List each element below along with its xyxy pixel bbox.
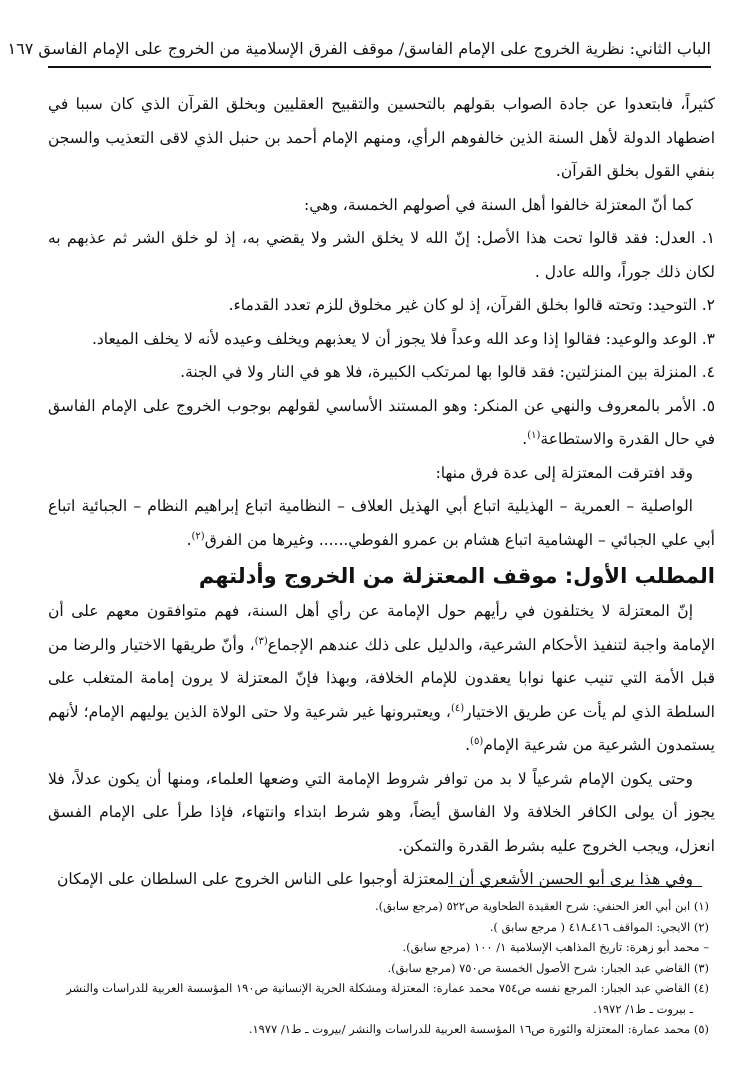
list-item-tawhid: ٢. التوحيد: وتحته قالوا بخلق القرآن، إذ لو كان غير مخلوق للزم تعدد القدماء. bbox=[228, 296, 715, 314]
sects-text: الواصلية – العمرية – الهذيلية اتباع أبي الهذيل العلاف – النظامية اتباع إبراهيم النظام – الجبائية اتباع أبي علي الجبائي – الهشامية اتباع هشام بن عمرو الفوطي...... وغيرها من الفرق bbox=[48, 497, 715, 549]
footnotes bbox=[48, 896, 709, 1040]
list-item-intermediate-position: ٤. المنزلة بين المنزلتين: فقد قالوا بها لمرتكب الكبيرة، فلا هو في النار ولا في الجنة. bbox=[180, 363, 715, 381]
paragraph-text: ، وأنّ طريقها الاختيار والرضا من قبل الأمة التي تنيب عنها نوابا يعقدون للإمام الخلافة، وبهذا فإنّ المعتزلة لا يرون إمامة المتغلب على السلطة الذي لم يأت عن طريق الاختيار bbox=[48, 635, 715, 721]
footnote-separator bbox=[448, 886, 702, 887]
footnote-3: (٣) القاضي عبد الجبار: شرح الأصول الخمسة ص٧٥٠ (مرجع سابق). bbox=[387, 960, 709, 975]
section-heading: المطلب الأول: موقف المعتزلة من الخروج وأدلتهم bbox=[198, 564, 715, 588]
footnote-4: (٤) القاضي عبد الجبار: المرجع نفسه ص٧٥٤ محمد عمارة: المعتزلة ومشكلة الحرية الإنسانية ص١٩٠ المؤسسة العربية للدراسات والنشر bbox=[66, 981, 709, 995]
footnote-2-continuation: – محمد أبو زهرة: تاريخ المذاهب الإسلامية ١/ ١٠٠ (مرجع سابق). bbox=[402, 940, 709, 954]
footnote-1: (١) ابن أبي العز الحنفي: شرح العقيدة الطحاوية ص٥٢٢ (مرجع سابق). bbox=[374, 899, 709, 913]
footnote-ref[interactable]: (٢) bbox=[191, 530, 205, 542]
footnote-ref[interactable]: (٤) bbox=[450, 702, 465, 714]
punctuation: . bbox=[186, 530, 192, 549]
paragraph-sects-intro: وقد افترقت المعتزلة إلى عدة فرق منها: bbox=[435, 463, 693, 482]
paragraph-text: ، ويعتبرونها غير شرعية ولا حتى الولاة الذين يوليهم الإمام؛ لأنهم يستمدون الشرعية من شرعية الإمام bbox=[48, 702, 715, 754]
running-header: الباب الثاني: نظرية الخروج على الإمام الفاسق/ موقف الفرق الإسلامية من الخروج على الإمام الفاسق ١٦٧ bbox=[48, 36, 711, 68]
footnote-4-continuation: ـ بيروت ـ ط١/ ١٩٧٢. bbox=[593, 1001, 693, 1016]
paragraph-ashari: وفي هذا يرى أبو الحسن الأشعري أن المعتزلة أوجبوا على الناس الخروج على السلطان على الإمكان bbox=[57, 870, 693, 888]
page-body bbox=[48, 88, 715, 897]
footnote-ref[interactable]: (٥) bbox=[470, 735, 484, 747]
footnote-ref[interactable]: (١) bbox=[527, 429, 541, 441]
list-item-justice: ١. العدل: فقد قالوا تحت هذا الأصل: إنّ الله لا يخلق الشر ولا يقضي به، إذ لو خلق الشر ثم عذبهم به لكان ذلك جوراً، والله عادل . bbox=[48, 229, 715, 281]
footnote-5: (٥) محمد عمارة: المعتزلة والثورة ص١٦ المؤسسة العربية للدراسات والنشر /بيروت ـ ط١/ ١٩٧٧. bbox=[248, 1022, 709, 1036]
footnote-2: (٢) الايجي: المواقف ٤١٦ـ٤١٨ ( مرجع سابق ). bbox=[489, 919, 709, 934]
list-item-enjoining-good bbox=[48, 390, 715, 457]
punctuation: . bbox=[465, 736, 471, 754]
paragraph-imamate bbox=[48, 595, 715, 763]
list-item-promise-threat: ٣. الوعد والوعيد: فقالوا إذا وعد الله وعداً فلا يجوز أن لا يعذبهم ويخلف وعيده لأنه لا يخلف الميعاد. bbox=[91, 329, 715, 348]
list-item-text: ٥. الأمر بالمعروف والنهي عن المنكر: وهو المستند الأساسي لقولهم بوجوب الخروج على الإمام الفاسق في حال القدرة والاستطاعة bbox=[48, 396, 716, 448]
paragraph-text: إنّ المعتزلة لا يختلفون في رأيهم حول الإمامة عن رأي أهل السنة، فهم متوافقون معهم على أن الإمامة واجبة لتنفيذ الأحكام الشرعية، والدليل على ذلك عندهم الإجماع bbox=[48, 602, 715, 654]
paragraph-intro: كثيراً، فابتعدوا عن جادة الصواب بقولهم بالتحسين والتقبيح العقليين وبخلق القرآن الذي كان سببا في اضطهاد الدولة لأهل السنة الذين خالفوهم الرأي، ومنهم الإمام أحمد بن حنبل الذي لاقى التعذيب والسجن بنفي القول بخلق القرآن. bbox=[48, 95, 715, 180]
footnote-ref[interactable]: (٣) bbox=[254, 635, 268, 647]
punctuation: . bbox=[522, 430, 528, 448]
paragraph-five-principles: كما أنّ المعتزلة خالفوا أهل السنة في أصولهم الخمسة، وهي: bbox=[304, 195, 693, 214]
paragraph-conditions: وحتى يكون الإمام شرعياً لا بد من توافر شروط الإمامة التي وضعها العلماء، ومنها أن يكون عدلاً، فلا يجوز أن يولى الكافر الخلافة ولا الفاسق أيضاً، وهو شرط ابتداء وانتهاء، فإذا طرأ على الإمام الفسق انعزل، ويجب الخروج عليه بشرط القدرة والتمكن. bbox=[48, 769, 715, 855]
paragraph-sects-list bbox=[48, 490, 715, 557]
